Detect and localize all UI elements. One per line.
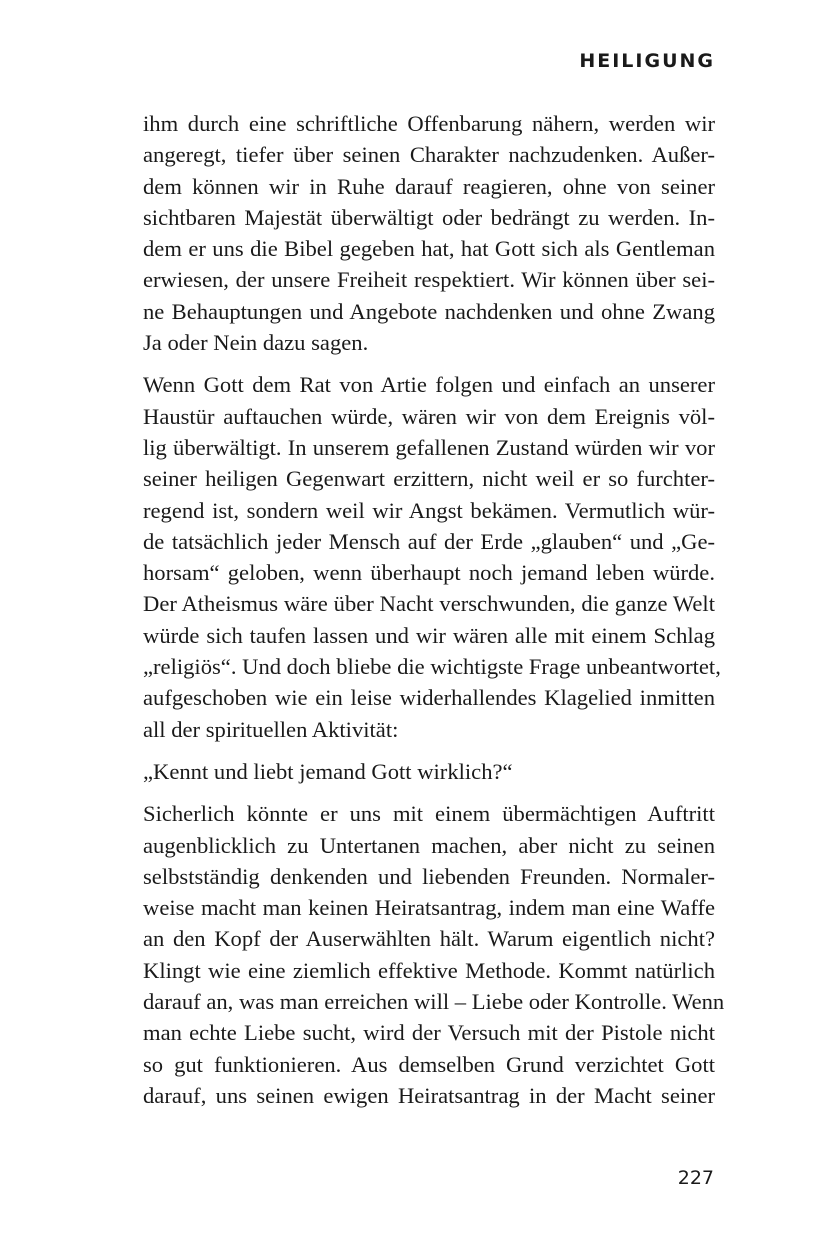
- text-line: Wenn Gott dem Rat von Artie folgen und einfach an unserer: [143, 372, 715, 398]
- paragraph: [143, 369, 721, 745]
- text-line: aufgeschoben wie ein leise widerhallendes Klagelied inmitten: [143, 685, 715, 711]
- text-line: seiner heiligen Gegenwart erzittern, nicht weil er so furchter-: [143, 466, 715, 492]
- text-line: dem er uns die Bibel gegeben hat, hat Gott sich als Gentleman: [143, 236, 715, 262]
- text-line: Ja oder Nein dazu sagen.: [143, 330, 369, 356]
- text-line: all der spirituellen Aktivität:: [143, 716, 399, 742]
- text-line: ne Behauptungen und Angebote nachdenken und ohne Zwang: [143, 298, 715, 324]
- body-text: [143, 108, 725, 1122]
- text-line: selbstständig denkenden und liebenden Freunden. Normaler-: [143, 863, 715, 889]
- text-line: de tatsächlich jeder Mensch auf der Erde „glauben“ und „Ge-: [143, 528, 715, 554]
- text-line: Der Atheismus wäre über Nacht verschwunden, die ganze Welt: [143, 591, 715, 617]
- text-line: würde sich taufen lassen und wir wären alle mit einem Schlag: [143, 622, 715, 648]
- text-line: sichtbaren Majestät überwältigt oder bedrängt zu werden. In-: [143, 204, 715, 230]
- text-line: darauf, uns seinen ewigen Heiratsantrag in der Macht seiner: [143, 1082, 715, 1108]
- text-line: man echte Liebe sucht, wird der Versuch mit der Pistole nicht: [143, 1020, 715, 1046]
- text-line: augenblicklich zu Untertanen machen, aber nicht zu seinen: [143, 832, 715, 858]
- paragraph: [143, 798, 725, 1111]
- running-head: HEILIGUNG: [579, 50, 715, 72]
- text-line: regend ist, sondern weil wir Angst bekämen. Vermutlich wür-: [143, 497, 715, 523]
- text-line: erwiesen, der unsere Freiheit respektiert. Wir können über sei-: [143, 267, 715, 293]
- text-line: lig überwältigt. In unserem gefallenen Zustand würden wir vor: [143, 434, 715, 460]
- paragraph: [143, 756, 715, 787]
- text-line: „Kennt und liebt jemand Gott wirklich?“: [143, 758, 513, 784]
- text-line: angeregt, tiefer über seinen Charakter nachzudenken. Außer-: [143, 142, 715, 168]
- text-line: Klingt wie eine ziemlich effektive Methode. Kommt natürlich: [143, 957, 715, 983]
- text-line: Haustür auftauchen würde, wären wir von dem Ereignis völ-: [143, 403, 715, 429]
- text-line: an den Kopf der Auserwählten hält. Warum eigentlich nicht?: [143, 926, 715, 952]
- text-line: horsam“ geloben, wenn überhaupt noch jemand leben würde.: [143, 560, 715, 586]
- text-line: Sicherlich könnte er uns mit einem übermächtigen Auftritt: [143, 801, 715, 827]
- text-line: ihm durch eine schriftliche Offenbarung nähern, werden wir: [143, 111, 715, 136]
- text-line: „religiös“. Und doch bliebe die wichtigste Frage unbeantwortet,: [143, 654, 721, 680]
- text-line: weise macht man keinen Heiratsantrag, indem man eine Waffe: [143, 895, 715, 921]
- text-line: darauf an, was man erreichen will – Liebe oder Kontrolle. Wenn: [143, 989, 725, 1015]
- paragraph: [143, 108, 715, 358]
- text-line: so gut funktionieren. Aus demselben Grund verzichtet Gott: [143, 1051, 715, 1077]
- page-number: 227: [677, 1167, 714, 1189]
- text-line: dem können wir in Ruhe darauf reagieren, ohne von seiner: [143, 173, 715, 199]
